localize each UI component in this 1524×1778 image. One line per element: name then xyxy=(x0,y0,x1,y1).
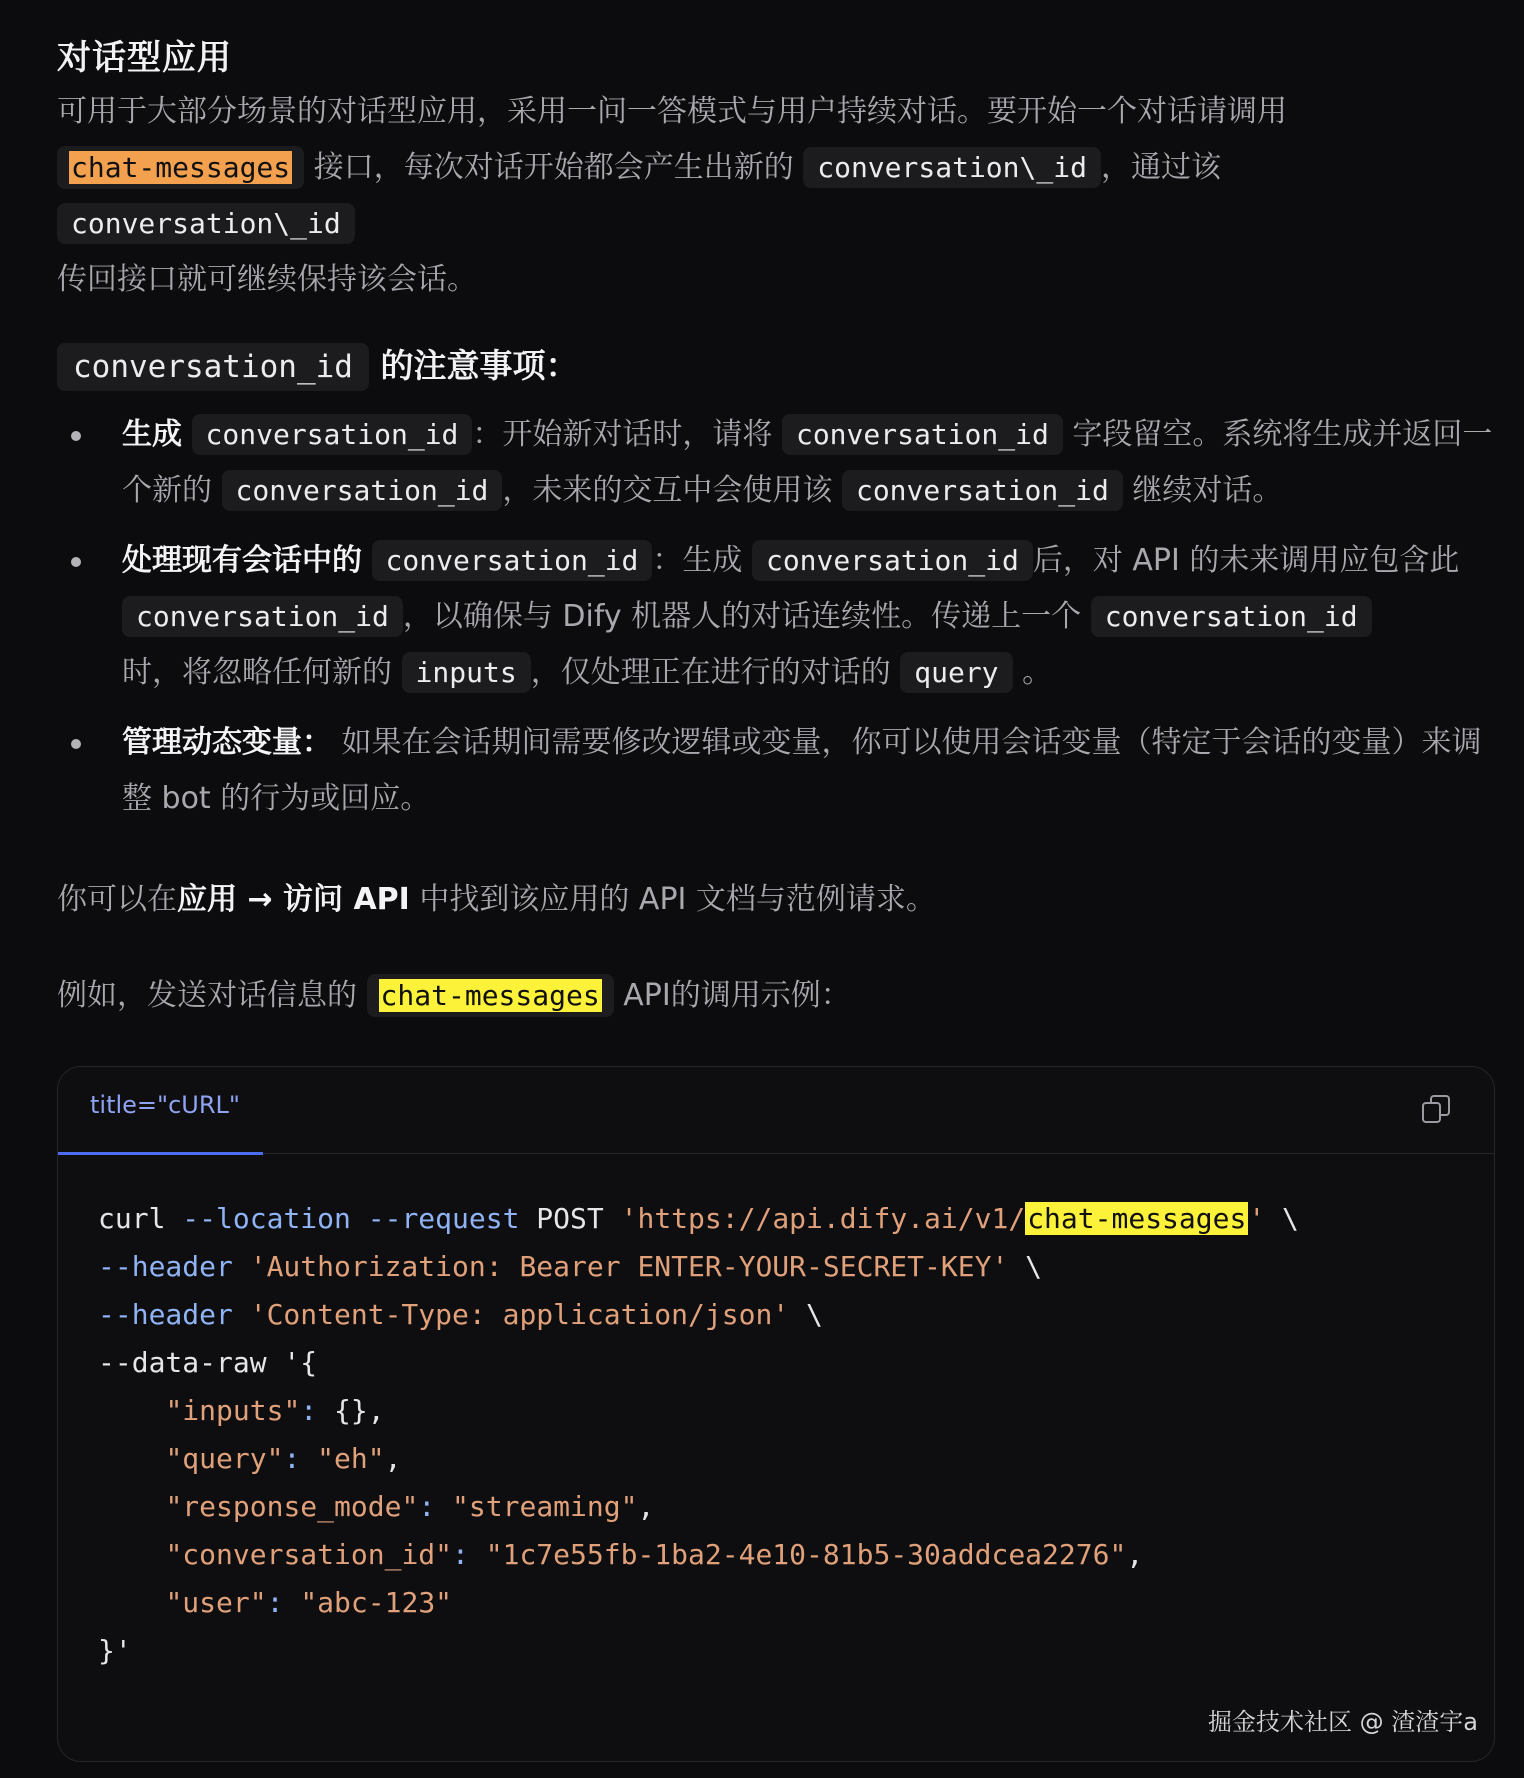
note-text: 字段留空。系统将生成并返回一个新的 xyxy=(122,417,1493,508)
note-inline-code: conversation_id xyxy=(842,470,1123,511)
note-inline-code: conversation_id xyxy=(372,540,653,581)
notes-heading-code: conversation_id xyxy=(57,343,369,391)
example-code-wrap xyxy=(367,974,614,1017)
note-label: 生成 xyxy=(122,417,182,452)
example-hint-suffix: API的调用示例： xyxy=(623,978,851,1013)
intro-text-4: 传回接口就可继续保持该会话。 xyxy=(57,262,477,297)
note-label: 管理动态变量： xyxy=(122,725,332,760)
chat-messages-inline-code-wrap xyxy=(57,146,304,189)
watermark: 掘金技术社区 @ 渣渣宇a xyxy=(1208,1708,1478,1736)
list-item xyxy=(57,715,1497,827)
intro-paragraph xyxy=(57,84,1497,308)
code-content xyxy=(98,1195,1299,1675)
note-inline-code: conversation_id xyxy=(782,414,1063,455)
bullet-icon xyxy=(71,557,81,567)
note-inline-code: conversation_id xyxy=(752,540,1033,581)
tab-curl[interactable]: title="cURL" xyxy=(90,1091,240,1119)
bullet-icon xyxy=(71,739,81,749)
conversation-id-inline-code: conversation\_id xyxy=(803,147,1101,188)
note-text: ，未来的交互中会使用该 xyxy=(502,473,833,508)
code-block xyxy=(57,1066,1495,1762)
code-line-1: curl --location --request POST 'https://api.dify.ai/v1/chat-messages' \ xyxy=(98,1202,1299,1235)
example-hint-paragraph xyxy=(57,968,1497,1024)
code-line-8: "conversation_id": "1c7e55fb-1ba2-4e10-81b5-30addcea2276", xyxy=(165,1538,1144,1571)
notes-heading-text: 的注意事项： xyxy=(380,346,579,385)
code-line-3: --header 'Content-Type: application/json' \ xyxy=(98,1298,823,1331)
chat-messages-inline-code: chat-messages xyxy=(71,151,291,184)
code-line-2: --header 'Authorization: Bearer ENTER-YOUR-SECRET-KEY' \ xyxy=(98,1250,1043,1283)
code-line-10: }' xyxy=(98,1634,132,1667)
copy-icon[interactable] xyxy=(1420,1093,1452,1125)
note-text: 后，对 API 的未来调用应包含此 xyxy=(1032,543,1460,578)
code-line-4: --data-raw '{ xyxy=(98,1346,318,1379)
bullet-icon xyxy=(71,431,81,441)
query-inline-code: query xyxy=(900,652,1012,693)
note-inline-code: conversation_id xyxy=(1091,596,1372,637)
api-hint-path: 应用 → 访问 API xyxy=(177,882,410,917)
list-item xyxy=(57,533,1497,701)
note-inline-code: conversation_id xyxy=(122,596,403,637)
code-line-9: "user": "abc-123" xyxy=(165,1586,453,1619)
note-text: ，仅处理正在进行的对话的 xyxy=(530,655,891,690)
note-inline-code: conversation_id xyxy=(222,470,503,511)
api-hint-paragraph xyxy=(57,872,1497,928)
note-label: 处理现有会话中的 xyxy=(122,543,362,578)
note-text: 如果在会话期间需要修改逻辑或变量，你可以使用会话变量（特定于会话的变量）来调整 bot 的行为或回应。 xyxy=(122,725,1482,816)
intro-text-3: ，通过该 xyxy=(1100,150,1221,185)
conversation-id-inline-code-2: conversation\_id xyxy=(57,203,355,244)
list-item xyxy=(57,407,1497,519)
note-text: ：生成 xyxy=(652,543,743,578)
example-chat-messages-code: chat-messages xyxy=(380,979,600,1012)
note-text: 。 xyxy=(1022,655,1053,690)
note-text: 时，将忽略任何新的 xyxy=(122,655,392,690)
intro-text-2: 接口，每次对话开始都会产生出新的 xyxy=(304,150,804,185)
note-text: ：开始新对话时，请将 xyxy=(472,417,773,452)
page-title: 对话型应用 xyxy=(57,38,232,78)
code-block-header xyxy=(58,1067,1494,1154)
code-line-5: "inputs": {}, xyxy=(165,1394,385,1427)
notes-list xyxy=(57,407,1497,841)
example-hint-prefix: 例如，发送对话信息的 xyxy=(57,978,357,1013)
api-hint-prefix: 你可以在 xyxy=(57,882,177,917)
notes-heading xyxy=(57,338,578,395)
note-text: ，以确保与 Dify 机器人的对话连续性。传递上一个 xyxy=(402,599,1082,634)
inputs-inline-code: inputs xyxy=(402,652,531,693)
code-line-7: "response_mode": "streaming", xyxy=(165,1490,655,1523)
active-tab-indicator xyxy=(58,1152,263,1155)
code-line-6: "query": "eh", xyxy=(165,1442,402,1475)
intro-text-1: 可用于大部分场景的对话型应用，采用一问一答模式与用户持续对话。要开始一个对话请调用 xyxy=(57,94,1287,129)
note-inline-code: conversation_id xyxy=(192,414,473,455)
note-text: 继续对话。 xyxy=(1132,473,1283,508)
api-hint-suffix: 中找到该应用的 API 文档与范例请求。 xyxy=(419,882,936,917)
